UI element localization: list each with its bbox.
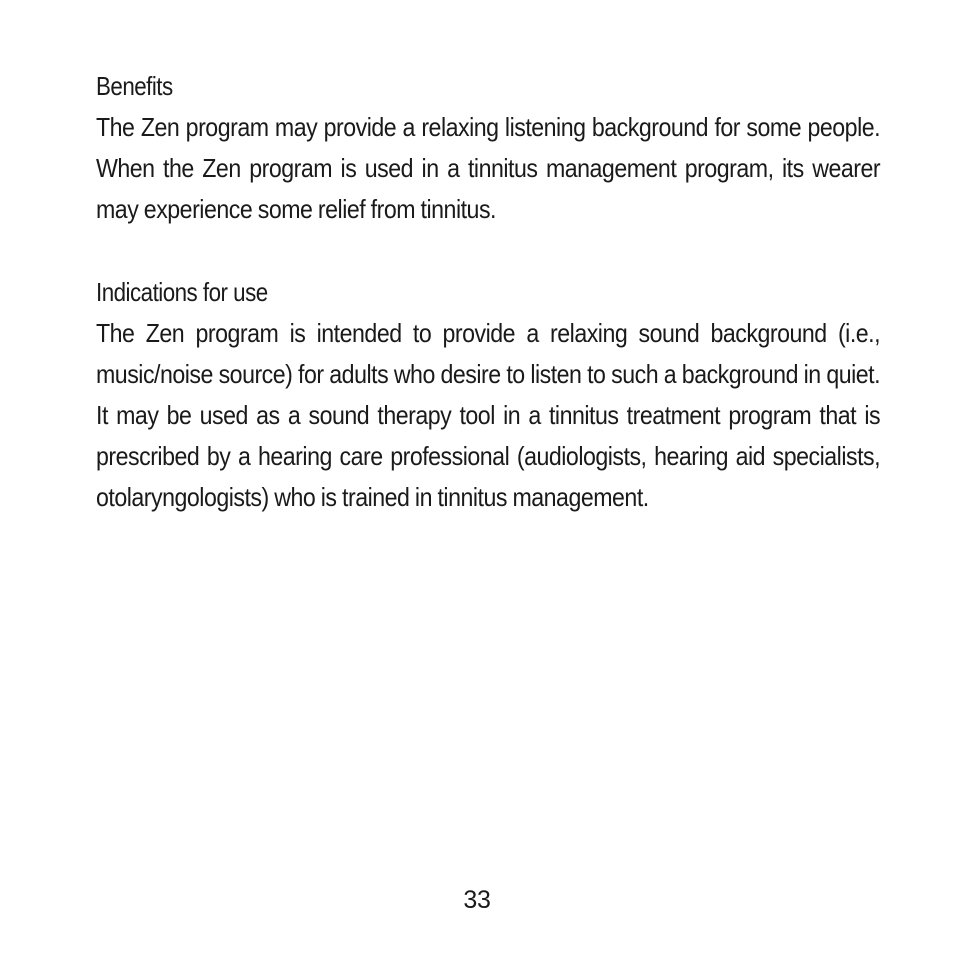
section-body-indications: The Zen program is intended to provide a relaxing sound background (i.e., music/noise source) for adults who desire to listen to such a background in quiet. It may be used as a sound therapy tool in a tinnitus treatment program that is prescribed by a hearing care professional (audiologists, hearing aid specialists, otolaryngologists) who is trained in tinnitus management.	[96, 317, 881, 513]
indications-section	[96, 272, 880, 519]
section-heading-indications: Indications for use	[96, 276, 268, 307]
section-body-benefits: The Zen program may provide a relaxing listening background for some people. When the Zen program is used in a tinnitus management program, its wearer may experience some relief from tinnitus.	[96, 112, 881, 225]
document-page	[96, 66, 880, 519]
page-number: 33	[463, 886, 491, 914]
section-heading-benefits: Benefits	[96, 71, 173, 101]
benefits-section	[96, 66, 880, 231]
